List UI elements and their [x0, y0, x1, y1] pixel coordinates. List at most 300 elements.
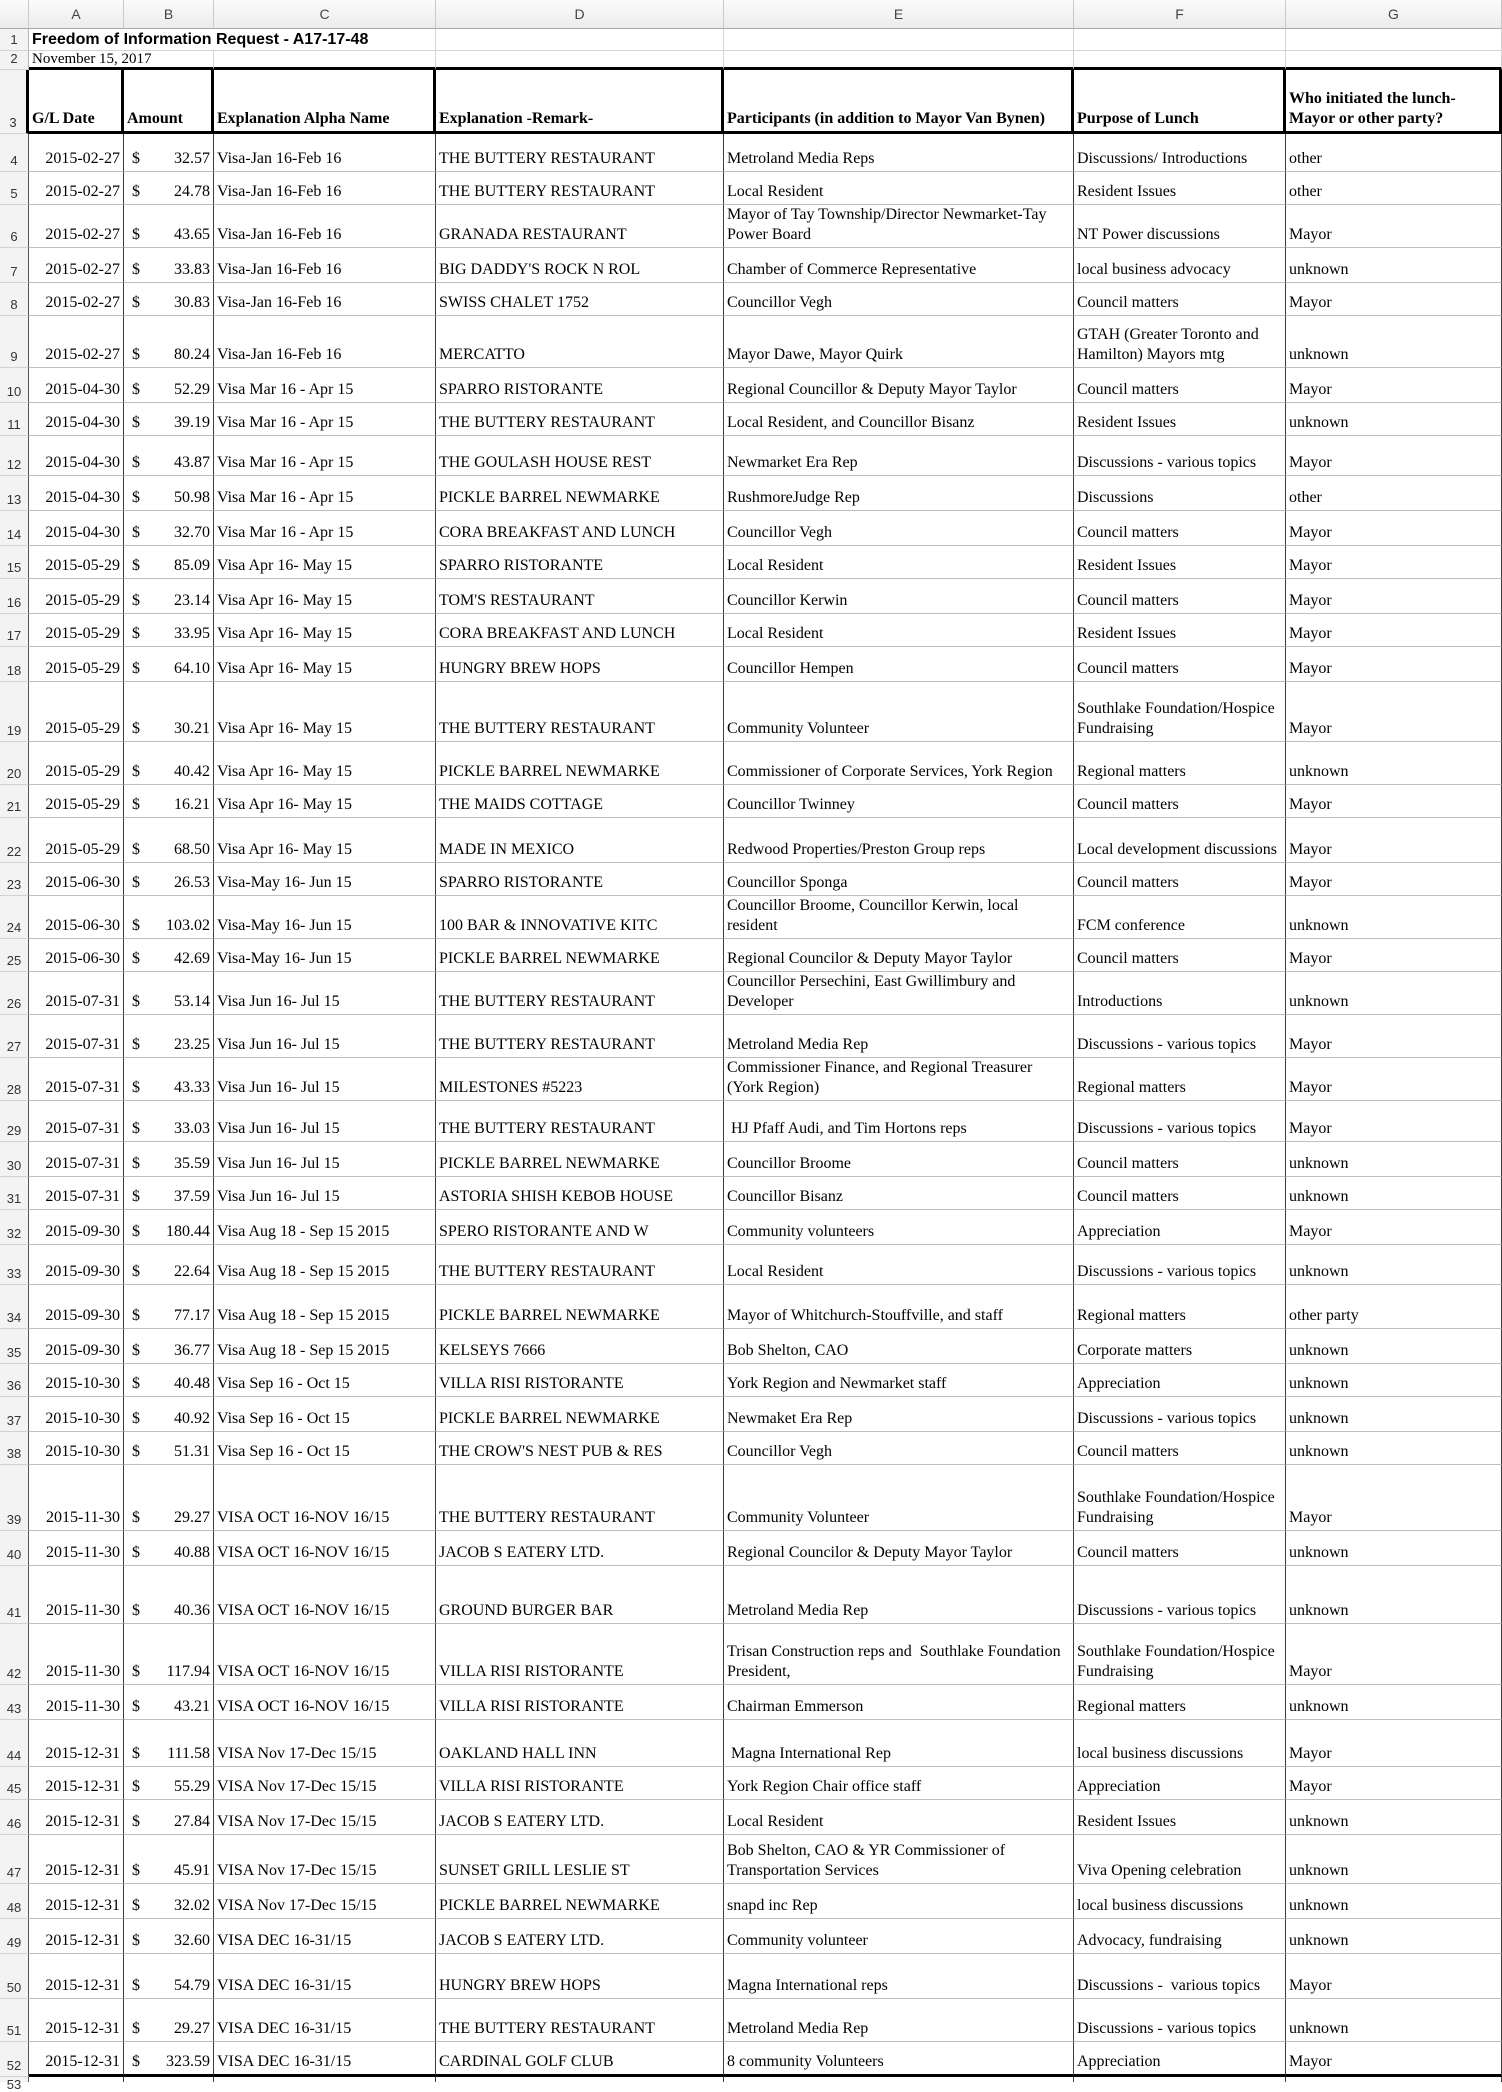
row-header-35[interactable]: 35 — [0, 1329, 29, 1364]
row-header-6[interactable]: 6 — [0, 205, 29, 248]
row-header-12[interactable]: 12 — [0, 436, 29, 476]
cell-g14[interactable]: Mayor — [1286, 511, 1502, 546]
row-header-24[interactable]: 24 — [0, 896, 29, 939]
cell-g39[interactable]: Mayor — [1286, 1465, 1502, 1531]
cell-b16[interactable] — [124, 579, 214, 614]
cell-g12[interactable]: Mayor — [1286, 436, 1502, 476]
cell-d48[interactable]: PICKLE BARREL NEWMARKE — [436, 1884, 724, 1919]
cell-b37[interactable] — [124, 1397, 214, 1432]
row-header-9[interactable]: 9 — [0, 316, 29, 368]
cell-e45[interactable]: York Region Chair office staff — [724, 1767, 1074, 1800]
cell-b31[interactable] — [124, 1177, 214, 1210]
cell-f16[interactable]: Council matters — [1074, 579, 1286, 614]
cell-f22[interactable]: Local development discussions — [1074, 818, 1286, 863]
row-header-44[interactable]: 44 — [0, 1720, 29, 1767]
cell-e1[interactable] — [724, 29, 1074, 51]
cell-a40[interactable]: 2015-11-30 — [29, 1531, 124, 1566]
cell-d39[interactable]: THE BUTTERY RESTAURANT — [436, 1465, 724, 1531]
cell-a51[interactable]: 2015-12-31 — [29, 1999, 124, 2042]
row-header-7[interactable]: 7 — [0, 248, 29, 283]
cell-a38[interactable]: 2015-10-30 — [29, 1432, 124, 1465]
row-header-18[interactable]: 18 — [0, 647, 29, 682]
row-header-50[interactable]: 50 — [0, 1954, 29, 1999]
row-header-23[interactable]: 23 — [0, 863, 29, 896]
cell-b22[interactable] — [124, 818, 214, 863]
cell-c48[interactable]: VISA Nov 17-Dec 15/15 — [214, 1884, 436, 1919]
cell-c52[interactable]: VISA DEC 16-31/15 — [214, 2042, 436, 2077]
cell-c19[interactable]: Visa Apr 16- May 15 — [214, 682, 436, 742]
column-header-f[interactable]: F — [1074, 0, 1286, 29]
cell-d26[interactable]: THE BUTTERY RESTAURANT — [436, 972, 724, 1015]
row-header-34[interactable]: 34 — [0, 1285, 29, 1329]
cell-e25[interactable]: Regional Councilor & Deputy Mayor Taylor — [724, 939, 1074, 972]
cell-a7[interactable]: 2015-02-27 — [29, 248, 124, 283]
cell-b30[interactable] — [124, 1142, 214, 1177]
cell-b13[interactable] — [124, 476, 214, 511]
cell-f17[interactable]: Resident Issues — [1074, 614, 1286, 647]
cell-e19[interactable]: Community Volunteer — [724, 682, 1074, 742]
cell-g30[interactable]: unknown — [1286, 1142, 1502, 1177]
cell-b27[interactable] — [124, 1015, 214, 1058]
cell-b24[interactable] — [124, 896, 214, 939]
cell-f9[interactable]: GTAH (Greater Toronto and Hamilton) Mayors mtg — [1074, 316, 1286, 368]
cell-e48[interactable]: snapd inc Rep — [724, 1884, 1074, 1919]
cell-a52[interactable]: 2015-12-31 — [29, 2042, 124, 2077]
cell-b38[interactable] — [124, 1432, 214, 1465]
cell-e8[interactable]: Councillor Vegh — [724, 283, 1074, 316]
cell-d41[interactable]: GROUND BURGER BAR — [436, 1566, 724, 1624]
cell-d4[interactable]: THE BUTTERY RESTAURANT — [436, 134, 724, 172]
cell-f36[interactable]: Appreciation — [1074, 1364, 1286, 1397]
row-header-49[interactable]: 49 — [0, 1919, 29, 1954]
cell-d10[interactable]: SPARRO RISTORANTE — [436, 368, 724, 403]
cell-d25[interactable]: PICKLE BARREL NEWMARKE — [436, 939, 724, 972]
cell-d28[interactable]: MILESTONES #5223 — [436, 1058, 724, 1101]
cell-e23[interactable]: Councillor Sponga — [724, 863, 1074, 896]
cell-g20[interactable]: unknown — [1286, 742, 1502, 785]
cell-c34[interactable]: Visa Aug 18 - Sep 15 2015 — [214, 1285, 436, 1329]
cell-b41[interactable] — [124, 1566, 214, 1624]
cell-g48[interactable]: unknown — [1286, 1884, 1502, 1919]
cell-f26[interactable]: Introductions — [1074, 972, 1286, 1015]
cell-f51[interactable]: Discussions - various topics — [1074, 1999, 1286, 2042]
cell-d24[interactable]: 100 BAR & INNOVATIVE KITC — [436, 896, 724, 939]
cell-f7[interactable]: local business advocacy — [1074, 248, 1286, 283]
row-header-53[interactable]: 53 — [0, 2077, 29, 2082]
cell-a2-report-date[interactable]: November 15, 2017 — [29, 51, 214, 70]
cell-f24[interactable]: FCM conference — [1074, 896, 1286, 939]
cell-a44[interactable]: 2015-12-31 — [29, 1720, 124, 1767]
cell-b11[interactable] — [124, 403, 214, 436]
cell-a17[interactable]: 2015-05-29 — [29, 614, 124, 647]
cell-g41[interactable]: unknown — [1286, 1566, 1502, 1624]
cell-c31[interactable]: Visa Jun 16- Jul 15 — [214, 1177, 436, 1210]
cell-f8[interactable]: Council matters — [1074, 283, 1286, 316]
row-header-10[interactable]: 10 — [0, 368, 29, 403]
cell-b46[interactable] — [124, 1800, 214, 1835]
cell-b34[interactable] — [124, 1285, 214, 1329]
cell-e22[interactable]: Redwood Properties/Preston Group reps — [724, 818, 1074, 863]
cell-e15[interactable]: Local Resident — [724, 546, 1074, 579]
cell-d19[interactable]: THE BUTTERY RESTAURANT — [436, 682, 724, 742]
row-header-42[interactable]: 42 — [0, 1624, 29, 1685]
row-header-3[interactable]: 3 — [0, 70, 29, 134]
cell-g24[interactable]: unknown — [1286, 896, 1502, 939]
cell-d15[interactable]: SPARRO RISTORANTE — [436, 546, 724, 579]
cell-f40[interactable]: Council matters — [1074, 1531, 1286, 1566]
cell-f21[interactable]: Council matters — [1074, 785, 1286, 818]
cell-c46[interactable]: VISA Nov 17-Dec 15/15 — [214, 1800, 436, 1835]
cell-c16[interactable]: Visa Apr 16- May 15 — [214, 579, 436, 614]
cell-c53[interactable] — [214, 2077, 436, 2082]
cell-f20[interactable]: Regional matters — [1074, 742, 1286, 785]
cell-e17[interactable]: Local Resident — [724, 614, 1074, 647]
cell-e32[interactable]: Community volunteers — [724, 1210, 1074, 1245]
cell-d49[interactable]: JACOB S EATERY LTD. — [436, 1919, 724, 1954]
row-header-31[interactable]: 31 — [0, 1177, 29, 1210]
cell-d37[interactable]: PICKLE BARREL NEWMARKE — [436, 1397, 724, 1432]
header-participants[interactable]: Participants (in addition to Mayor Van Bynen) — [724, 70, 1074, 134]
cell-e49[interactable]: Community volunteer — [724, 1919, 1074, 1954]
cell-e2[interactable] — [724, 51, 1074, 70]
cell-c47[interactable]: VISA Nov 17-Dec 15/15 — [214, 1835, 436, 1884]
cell-e5[interactable]: Local Resident — [724, 172, 1074, 205]
cell-e27[interactable]: Metroland Media Rep — [724, 1015, 1074, 1058]
cell-g16[interactable]: Mayor — [1286, 579, 1502, 614]
cell-c15[interactable]: Visa Apr 16- May 15 — [214, 546, 436, 579]
cell-f25[interactable]: Council matters — [1074, 939, 1286, 972]
cell-c25[interactable]: Visa-May 16- Jun 15 — [214, 939, 436, 972]
cell-g33[interactable]: unknown — [1286, 1245, 1502, 1285]
cell-g15[interactable]: Mayor — [1286, 546, 1502, 579]
select-all-corner[interactable] — [0, 0, 29, 29]
cell-e50[interactable]: Magna International reps — [724, 1954, 1074, 1999]
cell-e12[interactable]: Newmarket Era Rep — [724, 436, 1074, 476]
cell-c9[interactable]: Visa-Jan 16-Feb 16 — [214, 316, 436, 368]
column-header-a[interactable]: A — [29, 0, 124, 29]
cell-c35[interactable]: Visa Aug 18 - Sep 15 2015 — [214, 1329, 436, 1364]
cell-c17[interactable]: Visa Apr 16- May 15 — [214, 614, 436, 647]
cell-c33[interactable]: Visa Aug 18 - Sep 15 2015 — [214, 1245, 436, 1285]
cell-g34[interactable]: other party — [1286, 1285, 1502, 1329]
cell-g23[interactable]: Mayor — [1286, 863, 1502, 896]
cell-f18[interactable]: Council matters — [1074, 647, 1286, 682]
cell-g49[interactable]: unknown — [1286, 1919, 1502, 1954]
cell-d9[interactable]: MERCATTO — [436, 316, 724, 368]
cell-g1[interactable] — [1286, 29, 1502, 51]
cell-c7[interactable]: Visa-Jan 16-Feb 16 — [214, 248, 436, 283]
cell-g32[interactable]: Mayor — [1286, 1210, 1502, 1245]
cell-b53[interactable] — [124, 2077, 214, 2082]
cell-f1[interactable] — [1074, 29, 1286, 51]
cell-c29[interactable]: Visa Jun 16- Jul 15 — [214, 1101, 436, 1142]
cell-c51[interactable]: VISA DEC 16-31/15 — [214, 1999, 436, 2042]
cell-f23[interactable]: Council matters — [1074, 863, 1286, 896]
cell-c6[interactable]: Visa-Jan 16-Feb 16 — [214, 205, 436, 248]
cell-f46[interactable]: Resident Issues — [1074, 1800, 1286, 1835]
row-header-1[interactable]: 1 — [0, 29, 29, 51]
cell-a37[interactable]: 2015-10-30 — [29, 1397, 124, 1432]
row-header-8[interactable]: 8 — [0, 283, 29, 316]
cell-c39[interactable]: VISA OCT 16-NOV 16/15 — [214, 1465, 436, 1531]
cell-e46[interactable]: Local Resident — [724, 1800, 1074, 1835]
cell-c50[interactable]: VISA DEC 16-31/15 — [214, 1954, 436, 1999]
cell-g44[interactable]: Mayor — [1286, 1720, 1502, 1767]
cell-b23[interactable] — [124, 863, 214, 896]
cell-e41[interactable]: Metroland Media Rep — [724, 1566, 1074, 1624]
cell-d32[interactable]: SPERO RISTORANTE AND W — [436, 1210, 724, 1245]
cell-a48[interactable]: 2015-12-31 — [29, 1884, 124, 1919]
cell-b50[interactable] — [124, 1954, 214, 1999]
cell-f13[interactable]: Discussions — [1074, 476, 1286, 511]
cell-e11[interactable]: Local Resident, and Councillor Bisanz — [724, 403, 1074, 436]
cell-f50[interactable]: Discussions - various topics — [1074, 1954, 1286, 1999]
cell-c8[interactable]: Visa-Jan 16-Feb 16 — [214, 283, 436, 316]
cell-c27[interactable]: Visa Jun 16- Jul 15 — [214, 1015, 436, 1058]
cell-a9[interactable]: 2015-02-27 — [29, 316, 124, 368]
cell-b35[interactable] — [124, 1329, 214, 1364]
cell-g26[interactable]: unknown — [1286, 972, 1502, 1015]
cell-g6[interactable]: Mayor — [1286, 205, 1502, 248]
row-header-41[interactable]: 41 — [0, 1566, 29, 1624]
column-header-d[interactable]: D — [436, 0, 724, 29]
cell-b49[interactable] — [124, 1919, 214, 1954]
cell-c32[interactable]: Visa Aug 18 - Sep 15 2015 — [214, 1210, 436, 1245]
cell-d1[interactable] — [436, 29, 724, 51]
cell-a47[interactable]: 2015-12-31 — [29, 1835, 124, 1884]
cell-e30[interactable]: Councillor Broome — [724, 1142, 1074, 1177]
row-header-43[interactable]: 43 — [0, 1685, 29, 1720]
cell-g8[interactable]: Mayor — [1286, 283, 1502, 316]
cell-g50[interactable]: Mayor — [1286, 1954, 1502, 1999]
cell-b19[interactable] — [124, 682, 214, 742]
cell-f19[interactable]: Southlake Foundation/Hospice Fundraising — [1074, 682, 1286, 742]
cell-b8[interactable] — [124, 283, 214, 316]
cell-a53[interactable] — [29, 2077, 124, 2082]
cell-c42[interactable]: VISA OCT 16-NOV 16/15 — [214, 1624, 436, 1685]
cell-d52[interactable]: CARDINAL GOLF CLUB — [436, 2042, 724, 2077]
cell-d51[interactable]: THE BUTTERY RESTAURANT — [436, 1999, 724, 2042]
cell-f28[interactable]: Regional matters — [1074, 1058, 1286, 1101]
cell-g27[interactable]: Mayor — [1286, 1015, 1502, 1058]
cell-f47[interactable]: Viva Opening celebration — [1074, 1835, 1286, 1884]
cell-b42[interactable] — [124, 1624, 214, 1685]
header-explanation-alpha-name[interactable]: Explanation Alpha Name — [214, 70, 436, 134]
cell-c44[interactable]: VISA Nov 17-Dec 15/15 — [214, 1720, 436, 1767]
cell-a28[interactable]: 2015-07-31 — [29, 1058, 124, 1101]
cell-a30[interactable]: 2015-07-31 — [29, 1142, 124, 1177]
column-header-g[interactable]: G — [1286, 0, 1502, 29]
cell-e36[interactable]: York Region and Newmarket staff — [724, 1364, 1074, 1397]
header-explanation-remark[interactable]: Explanation -Remark- — [436, 70, 724, 134]
cell-a33[interactable]: 2015-09-30 — [29, 1245, 124, 1285]
cell-b17[interactable] — [124, 614, 214, 647]
cell-a5[interactable]: 2015-02-27 — [29, 172, 124, 205]
cell-d11[interactable]: THE BUTTERY RESTAURANT — [436, 403, 724, 436]
cell-c22[interactable]: Visa Apr 16- May 15 — [214, 818, 436, 863]
row-header-20[interactable]: 20 — [0, 742, 29, 785]
cell-d16[interactable]: TOM'S RESTAURANT — [436, 579, 724, 614]
row-header-21[interactable]: 21 — [0, 785, 29, 818]
cell-g13[interactable]: other — [1286, 476, 1502, 511]
cell-f35[interactable]: Corporate matters — [1074, 1329, 1286, 1364]
cell-g37[interactable]: unknown — [1286, 1397, 1502, 1432]
cell-b7[interactable] — [124, 248, 214, 283]
cell-d53[interactable] — [436, 2077, 724, 2082]
cell-d12[interactable]: THE GOULASH HOUSE REST — [436, 436, 724, 476]
row-header-38[interactable]: 38 — [0, 1432, 29, 1465]
cell-a34[interactable]: 2015-09-30 — [29, 1285, 124, 1329]
cell-a50[interactable]: 2015-12-31 — [29, 1954, 124, 1999]
cell-d30[interactable]: PICKLE BARREL NEWMARKE — [436, 1142, 724, 1177]
cell-g40[interactable]: unknown — [1286, 1531, 1502, 1566]
cell-a25[interactable]: 2015-06-30 — [29, 939, 124, 972]
row-header-4[interactable]: 4 — [0, 134, 29, 172]
cell-d22[interactable]: MADE IN MEXICO — [436, 818, 724, 863]
cell-e21[interactable]: Councillor Twinney — [724, 785, 1074, 818]
cell-d40[interactable]: JACOB S EATERY LTD. — [436, 1531, 724, 1566]
cell-d38[interactable]: THE CROW'S NEST PUB & RES — [436, 1432, 724, 1465]
cell-a46[interactable]: 2015-12-31 — [29, 1800, 124, 1835]
row-header-19[interactable]: 19 — [0, 682, 29, 742]
cell-g22[interactable]: Mayor — [1286, 818, 1502, 863]
cell-d6[interactable]: GRANADA RESTAURANT — [436, 205, 724, 248]
cell-a16[interactable]: 2015-05-29 — [29, 579, 124, 614]
row-header-29[interactable]: 29 — [0, 1101, 29, 1142]
cell-a6[interactable]: 2015-02-27 — [29, 205, 124, 248]
cell-e44[interactable]: Magna International Rep — [724, 1720, 1074, 1767]
row-header-39[interactable]: 39 — [0, 1465, 29, 1531]
cell-c26[interactable]: Visa Jun 16- Jul 15 — [214, 972, 436, 1015]
cell-d18[interactable]: HUNGRY BREW HOPS — [436, 647, 724, 682]
row-header-14[interactable]: 14 — [0, 511, 29, 546]
row-header-40[interactable]: 40 — [0, 1531, 29, 1566]
cell-g52[interactable]: Mayor — [1286, 2042, 1502, 2077]
cell-b47[interactable] — [124, 1835, 214, 1884]
cell-f53[interactable] — [1074, 2077, 1286, 2082]
cell-e43[interactable]: Chairman Emmerson — [724, 1685, 1074, 1720]
cell-f2[interactable] — [1074, 51, 1286, 70]
cell-a35[interactable]: 2015-09-30 — [29, 1329, 124, 1364]
cell-b6[interactable] — [124, 205, 214, 248]
cell-d23[interactable]: SPARRO RISTORANTE — [436, 863, 724, 896]
cell-a41[interactable]: 2015-11-30 — [29, 1566, 124, 1624]
cell-e9[interactable]: Mayor Dawe, Mayor Quirk — [724, 316, 1074, 368]
cell-f31[interactable]: Council matters — [1074, 1177, 1286, 1210]
row-header-27[interactable]: 27 — [0, 1015, 29, 1058]
row-header-2[interactable]: 2 — [0, 51, 29, 70]
cell-e31[interactable]: Councillor Bisanz — [724, 1177, 1074, 1210]
cell-b15[interactable] — [124, 546, 214, 579]
cell-d27[interactable]: THE BUTTERY RESTAURANT — [436, 1015, 724, 1058]
cell-a22[interactable]: 2015-05-29 — [29, 818, 124, 863]
cell-c10[interactable]: Visa Mar 16 - Apr 15 — [214, 368, 436, 403]
cell-g29[interactable]: Mayor — [1286, 1101, 1502, 1142]
cell-f45[interactable]: Appreciation — [1074, 1767, 1286, 1800]
cell-c30[interactable]: Visa Jun 16- Jul 15 — [214, 1142, 436, 1177]
cell-b20[interactable] — [124, 742, 214, 785]
cell-a43[interactable]: 2015-11-30 — [29, 1685, 124, 1720]
cell-g42[interactable]: Mayor — [1286, 1624, 1502, 1685]
row-header-15[interactable]: 15 — [0, 546, 29, 579]
cell-a49[interactable]: 2015-12-31 — [29, 1919, 124, 1954]
cell-b36[interactable] — [124, 1364, 214, 1397]
cell-a29[interactable]: 2015-07-31 — [29, 1101, 124, 1142]
cell-a14[interactable]: 2015-04-30 — [29, 511, 124, 546]
cell-a15[interactable]: 2015-05-29 — [29, 546, 124, 579]
cell-g17[interactable]: Mayor — [1286, 614, 1502, 647]
cell-b4[interactable] — [124, 134, 214, 172]
row-header-22[interactable]: 22 — [0, 818, 29, 863]
cell-c40[interactable]: VISA OCT 16-NOV 16/15 — [214, 1531, 436, 1566]
cell-e34[interactable]: Mayor of Whitchurch-Stouffville, and staff — [724, 1285, 1074, 1329]
cell-e39[interactable]: Community Volunteer — [724, 1465, 1074, 1531]
cell-g46[interactable]: unknown — [1286, 1800, 1502, 1835]
cell-f34[interactable]: Regional matters — [1074, 1285, 1286, 1329]
cell-g9[interactable]: unknown — [1286, 316, 1502, 368]
cell-c12[interactable]: Visa Mar 16 - Apr 15 — [214, 436, 436, 476]
cell-e14[interactable]: Councillor Vegh — [724, 511, 1074, 546]
cell-b21[interactable] — [124, 785, 214, 818]
row-header-32[interactable]: 32 — [0, 1210, 29, 1245]
cell-b33[interactable] — [124, 1245, 214, 1285]
cell-e6[interactable]: Mayor of Tay Township/Director Newmarket-Tay Power Board — [724, 205, 1074, 248]
cell-c18[interactable]: Visa Apr 16- May 15 — [214, 647, 436, 682]
cell-a32[interactable]: 2015-09-30 — [29, 1210, 124, 1245]
row-header-45[interactable]: 45 — [0, 1767, 29, 1800]
cell-g18[interactable]: Mayor — [1286, 647, 1502, 682]
cell-d14[interactable]: CORA BREAKFAST AND LUNCH — [436, 511, 724, 546]
cell-c37[interactable]: Visa Sep 16 - Oct 15 — [214, 1397, 436, 1432]
cell-d33[interactable]: THE BUTTERY RESTAURANT — [436, 1245, 724, 1285]
cell-b18[interactable] — [124, 647, 214, 682]
cell-a45[interactable]: 2015-12-31 — [29, 1767, 124, 1800]
cell-g53[interactable] — [1286, 2077, 1502, 2082]
cell-g36[interactable]: unknown — [1286, 1364, 1502, 1397]
cell-e10[interactable]: Regional Councillor & Deputy Mayor Taylor — [724, 368, 1074, 403]
cell-e53[interactable] — [724, 2077, 1074, 2082]
row-header-47[interactable]: 47 — [0, 1835, 29, 1884]
cell-e37[interactable]: Newmaket Era Rep — [724, 1397, 1074, 1432]
row-header-30[interactable]: 30 — [0, 1142, 29, 1177]
cell-g25[interactable]: Mayor — [1286, 939, 1502, 972]
row-header-5[interactable]: 5 — [0, 172, 29, 205]
cell-f12[interactable]: Discussions - various topics — [1074, 436, 1286, 476]
cell-c20[interactable]: Visa Apr 16- May 15 — [214, 742, 436, 785]
cell-b10[interactable] — [124, 368, 214, 403]
cell-a18[interactable]: 2015-05-29 — [29, 647, 124, 682]
cell-f49[interactable]: Advocacy, fundraising — [1074, 1919, 1286, 1954]
cell-f6[interactable]: NT Power discussions — [1074, 205, 1286, 248]
cell-f41[interactable]: Discussions - various topics — [1074, 1566, 1286, 1624]
cell-a42[interactable]: 2015-11-30 — [29, 1624, 124, 1685]
cell-c13[interactable]: Visa Mar 16 - Apr 15 — [214, 476, 436, 511]
cell-f32[interactable]: Appreciation — [1074, 1210, 1286, 1245]
cell-c28[interactable]: Visa Jun 16- Jul 15 — [214, 1058, 436, 1101]
cell-d2[interactable] — [436, 51, 724, 70]
cell-f11[interactable]: Resident Issues — [1074, 403, 1286, 436]
cell-b51[interactable] — [124, 1999, 214, 2042]
cell-c24[interactable]: Visa-May 16- Jun 15 — [214, 896, 436, 939]
cell-d42[interactable]: VILLA RISI RISTORANTE — [436, 1624, 724, 1685]
cell-a12[interactable]: 2015-04-30 — [29, 436, 124, 476]
cell-g5[interactable]: other — [1286, 172, 1502, 205]
cell-e52[interactable]: 8 community Volunteers — [724, 2042, 1074, 2077]
cell-g31[interactable]: unknown — [1286, 1177, 1502, 1210]
cell-b14[interactable] — [124, 511, 214, 546]
cell-c21[interactable]: Visa Apr 16- May 15 — [214, 785, 436, 818]
cell-a26[interactable]: 2015-07-31 — [29, 972, 124, 1015]
